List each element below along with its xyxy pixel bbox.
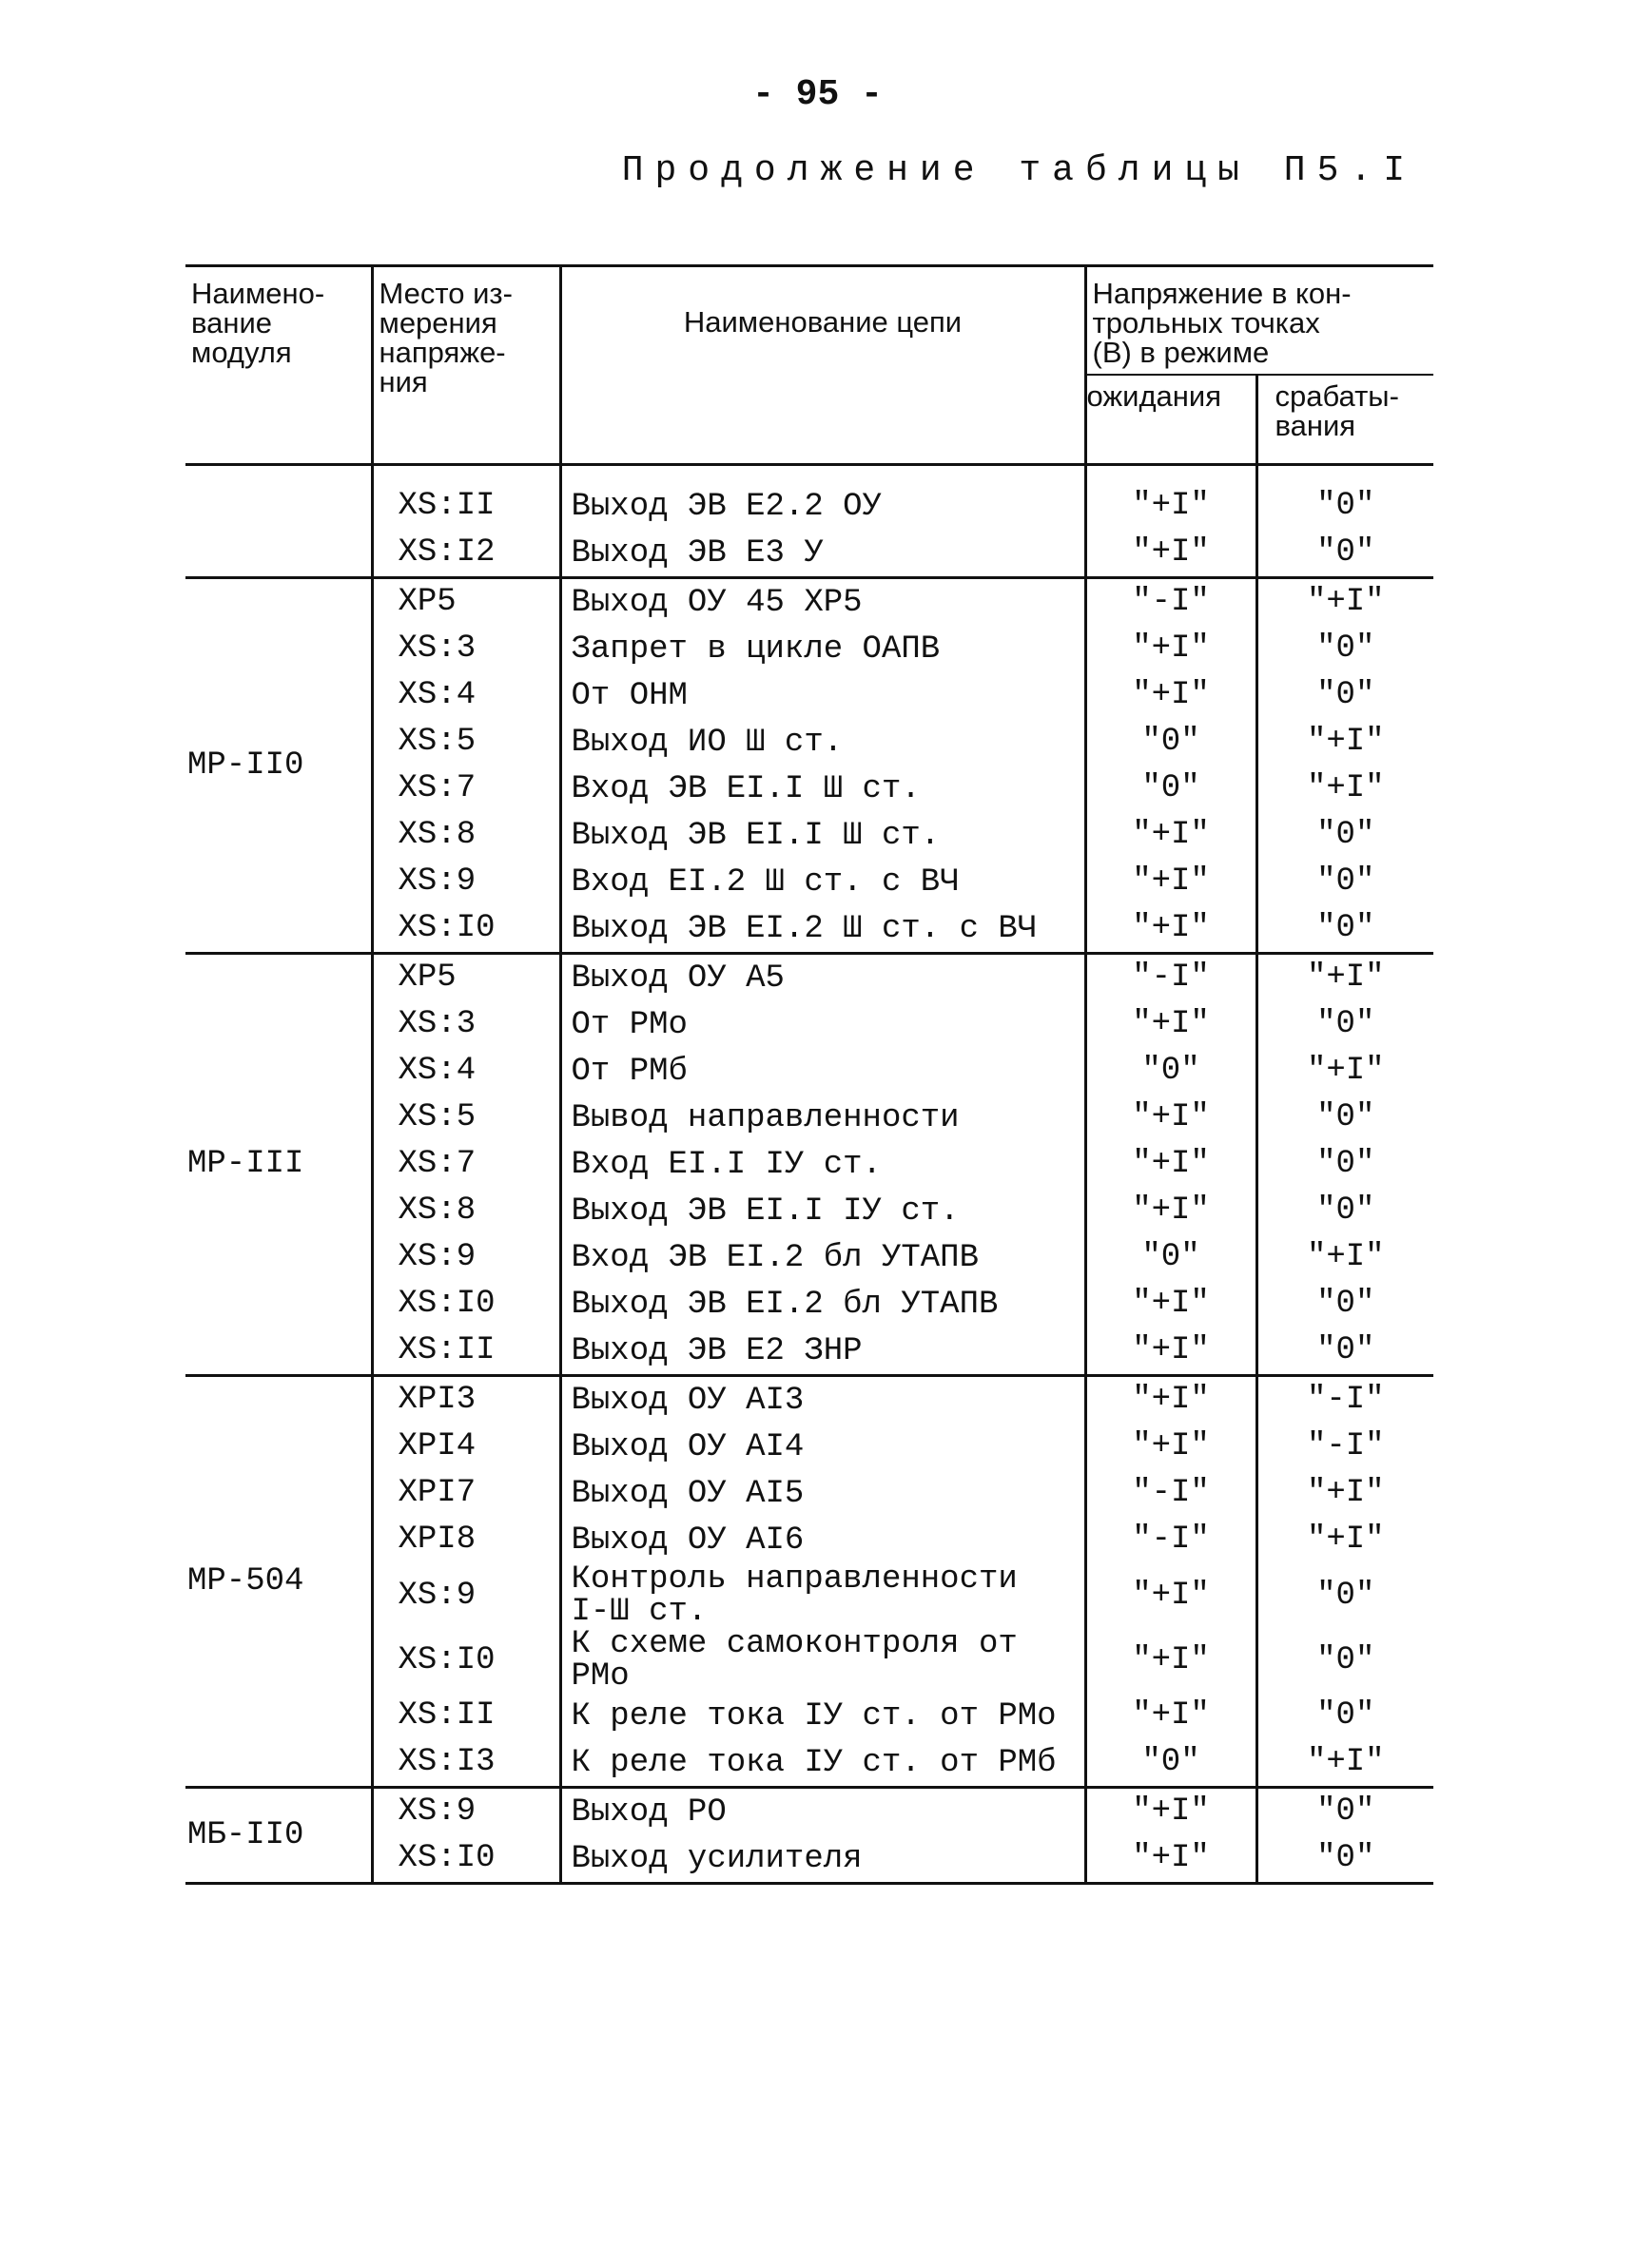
- voltage-waiting: "+I": [1085, 1788, 1256, 1836]
- table-row: [185, 1328, 1433, 1376]
- table-row: [185, 1001, 1433, 1048]
- circuit-name: Выход ОУ АI6: [560, 1517, 1085, 1563]
- measure-point: XS:I0: [372, 905, 560, 954]
- circuit-name: Вход ЭВ ЕI.I Ш ст.: [560, 766, 1085, 812]
- circuit-name: Выход ЭВ Е3 У: [560, 530, 1085, 578]
- table-row: [185, 1141, 1433, 1188]
- voltage-trigger: "+I": [1256, 1234, 1433, 1281]
- voltage-waiting: "+I": [1085, 859, 1256, 905]
- voltage-trigger: "0": [1256, 1563, 1433, 1628]
- measure-point: XS:5: [372, 1095, 560, 1141]
- voltage-waiting: "+I": [1085, 530, 1256, 578]
- voltage-waiting: "0": [1085, 1234, 1256, 1281]
- voltage-trigger: "0": [1256, 1188, 1433, 1234]
- voltage-trigger: "0": [1256, 812, 1433, 859]
- measure-point: XS:II: [372, 465, 560, 531]
- table-row: [185, 1376, 1433, 1425]
- circuit-name: Выход ОУ А5: [560, 954, 1085, 1002]
- voltage-waiting: "+I": [1085, 1835, 1256, 1884]
- measure-point: XS:4: [372, 672, 560, 719]
- table-row: [185, 766, 1433, 812]
- circuit-name: Выход ЭВ Е2.2 ОУ: [560, 465, 1085, 531]
- voltage-waiting: "+I": [1085, 1001, 1256, 1048]
- circuit-name: Выход усилителя: [560, 1835, 1085, 1884]
- voltage-trigger: "0": [1256, 1328, 1433, 1376]
- measure-point: XS:II: [372, 1693, 560, 1739]
- measure-point: XS:7: [372, 766, 560, 812]
- header-place: Место из- мерения напряже- ния: [372, 266, 560, 465]
- table-row: [185, 719, 1433, 766]
- table-row: [185, 1835, 1433, 1884]
- circuit-name: Выход ОУ АI5: [560, 1470, 1085, 1517]
- circuit-name: К схеме самоконтроля от РМо: [560, 1628, 1085, 1693]
- voltage-waiting: "-I": [1085, 1517, 1256, 1563]
- voltage-trigger: "0": [1256, 1281, 1433, 1328]
- circuit-name: От РМб: [560, 1048, 1085, 1095]
- voltage-trigger: "0": [1256, 1095, 1433, 1141]
- measure-point: XS:7: [372, 1141, 560, 1188]
- measure-point: XS:9: [372, 1788, 560, 1836]
- table-row: [185, 1234, 1433, 1281]
- voltage-trigger: "+I": [1256, 719, 1433, 766]
- table-row: [185, 1517, 1433, 1563]
- voltage-waiting: "+I": [1085, 1376, 1256, 1425]
- measure-point: XS:I3: [372, 1739, 560, 1788]
- measure-point: XPI3: [372, 1376, 560, 1425]
- measure-point: XPI8: [372, 1517, 560, 1563]
- header-waiting: ожидания: [1085, 375, 1256, 465]
- table-row: [185, 1095, 1433, 1141]
- module-name: МБ-II0: [185, 1788, 372, 1884]
- voltage-waiting: "-I": [1085, 954, 1256, 1002]
- voltage-waiting: "+I": [1085, 1693, 1256, 1739]
- voltage-trigger: "0": [1256, 1693, 1433, 1739]
- circuit-name: Выход ИО Ш ст.: [560, 719, 1085, 766]
- circuit-name: Вход ЭВ ЕI.2 бл УТАПВ: [560, 1234, 1085, 1281]
- circuit-name: Выход ЭВ ЕI.2 бл УТАПВ: [560, 1281, 1085, 1328]
- voltage-waiting: "+I": [1085, 626, 1256, 672]
- table-row: [185, 530, 1433, 578]
- voltage-waiting: "0": [1085, 719, 1256, 766]
- voltage-trigger: "0": [1256, 465, 1433, 531]
- voltage-waiting: "+I": [1085, 905, 1256, 954]
- voltage-trigger: "+I": [1256, 954, 1433, 1002]
- voltage-waiting: "+I": [1085, 672, 1256, 719]
- table-row: [185, 1188, 1433, 1234]
- voltage-waiting: "+I": [1085, 1188, 1256, 1234]
- voltage-trigger: "+I": [1256, 1470, 1433, 1517]
- measure-point: XS:I2: [372, 530, 560, 578]
- voltage-trigger: "+I": [1256, 1517, 1433, 1563]
- circuit-name: Контроль направленности I-Ш ст.: [560, 1563, 1085, 1628]
- measure-point: XPI7: [372, 1470, 560, 1517]
- circuit-name: Вывод направленности: [560, 1095, 1085, 1141]
- voltage-trigger: "0": [1256, 1001, 1433, 1048]
- circuit-name: От ОНМ: [560, 672, 1085, 719]
- circuit-name: Вход ЕI.2 Ш ст. с ВЧ: [560, 859, 1085, 905]
- module-name: МР-504: [185, 1376, 372, 1788]
- voltage-trigger: "0": [1256, 1628, 1433, 1693]
- measure-point: XS:9: [372, 1563, 560, 1628]
- voltage-waiting: "+I": [1085, 1563, 1256, 1628]
- circuit-name: К реле тока IУ ст. от РМб: [560, 1739, 1085, 1788]
- table-caption: Продолжение таблицы П5.I: [621, 150, 1416, 191]
- voltage-waiting: "-I": [1085, 578, 1256, 627]
- module-name: МР-II0: [185, 578, 372, 954]
- voltage-waiting: "+I": [1085, 465, 1256, 531]
- voltage-trigger: "0": [1256, 626, 1433, 672]
- measure-point: XS:II: [372, 1328, 560, 1376]
- table-row: [185, 672, 1433, 719]
- module-name: [185, 465, 372, 578]
- header-voltage: Напряжение в кон- трольных точках (В) в режиме: [1085, 266, 1433, 376]
- circuit-name: Выход ОУ АI4: [560, 1424, 1085, 1470]
- circuit-name: Выход ЭВ Е2 ЗНР: [560, 1328, 1085, 1376]
- table-row: [185, 1693, 1433, 1739]
- voltage-trigger: "0": [1256, 1141, 1433, 1188]
- table-row: [185, 1470, 1433, 1517]
- voltage-trigger: "0": [1256, 530, 1433, 578]
- page-number: - 95 -: [752, 74, 883, 115]
- measure-point: XS:8: [372, 1188, 560, 1234]
- voltage-trigger: "+I": [1256, 1048, 1433, 1095]
- circuit-name: Выход ОУ АI3: [560, 1376, 1085, 1425]
- table-row: [185, 812, 1433, 859]
- table-row: [185, 465, 1433, 531]
- voltage-table: [185, 264, 1433, 1885]
- measure-point: XS:I0: [372, 1628, 560, 1693]
- header-trigger: срабаты- вания: [1256, 375, 1433, 465]
- circuit-name: Выход ЭВ ЕI.2 Ш ст. с ВЧ: [560, 905, 1085, 954]
- voltage-waiting: "+I": [1085, 1424, 1256, 1470]
- table-row: [185, 1048, 1433, 1095]
- circuit-name: К реле тока IУ ст. от РМо: [560, 1693, 1085, 1739]
- table-row: [185, 626, 1433, 672]
- voltage-waiting: "+I": [1085, 1628, 1256, 1693]
- circuit-name: Выход ЭВ ЕI.I IУ ст.: [560, 1188, 1085, 1234]
- voltage-waiting: "0": [1085, 1739, 1256, 1788]
- table-row: [185, 859, 1433, 905]
- measure-point: XPI4: [372, 1424, 560, 1470]
- table-row: [185, 578, 1433, 627]
- table-row: [185, 1424, 1433, 1470]
- voltage-waiting: "+I": [1085, 1328, 1256, 1376]
- circuit-name: Запрет в цикле ОАПВ: [560, 626, 1085, 672]
- measure-point: XS:9: [372, 859, 560, 905]
- table-row: [185, 1739, 1433, 1788]
- voltage-waiting: "+I": [1085, 1281, 1256, 1328]
- table-row: [185, 905, 1433, 954]
- voltage-waiting: "-I": [1085, 1470, 1256, 1517]
- circuit-name: Выход ЭВ ЕI.I Ш ст.: [560, 812, 1085, 859]
- voltage-waiting: "0": [1085, 766, 1256, 812]
- voltage-trigger: "0": [1256, 1788, 1433, 1836]
- voltage-trigger: "+I": [1256, 578, 1433, 627]
- circuit-name: Выход ОУ 45 XP5: [560, 578, 1085, 627]
- measure-point: XS:9: [372, 1234, 560, 1281]
- table-row: [185, 1628, 1433, 1693]
- voltage-trigger: "0": [1256, 859, 1433, 905]
- table-row: [185, 1788, 1433, 1836]
- table-row: [185, 1563, 1433, 1628]
- voltage-waiting: "+I": [1085, 1095, 1256, 1141]
- header-circuit: Наименование цепи: [560, 266, 1085, 465]
- voltage-waiting: "+I": [1085, 812, 1256, 859]
- measure-point: XS:3: [372, 626, 560, 672]
- voltage-waiting: "0": [1085, 1048, 1256, 1095]
- voltage-trigger: "0": [1256, 672, 1433, 719]
- measure-point: XP5: [372, 954, 560, 1002]
- measure-point: XS:8: [372, 812, 560, 859]
- measure-point: XS:3: [372, 1001, 560, 1048]
- voltage-trigger: "+I": [1256, 1739, 1433, 1788]
- table-row: [185, 1281, 1433, 1328]
- measure-point: XS:I0: [372, 1835, 560, 1884]
- voltage-waiting: "+I": [1085, 1141, 1256, 1188]
- measure-point: XS:I0: [372, 1281, 560, 1328]
- measure-point: XP5: [372, 578, 560, 627]
- module-name: МР-III: [185, 954, 372, 1376]
- header-module: Наимено- вание модуля: [185, 266, 372, 465]
- voltage-trigger: "-I": [1256, 1424, 1433, 1470]
- circuit-name: Выход РО: [560, 1788, 1085, 1836]
- voltage-trigger: "0": [1256, 1835, 1433, 1884]
- table-row: [185, 954, 1433, 1002]
- voltage-trigger: "-I": [1256, 1376, 1433, 1425]
- circuit-name: От РМо: [560, 1001, 1085, 1048]
- measure-point: XS:5: [372, 719, 560, 766]
- voltage-trigger: "+I": [1256, 766, 1433, 812]
- measure-point: XS:4: [372, 1048, 560, 1095]
- circuit-name: Вход ЕI.I IУ ст.: [560, 1141, 1085, 1188]
- voltage-trigger: "0": [1256, 905, 1433, 954]
